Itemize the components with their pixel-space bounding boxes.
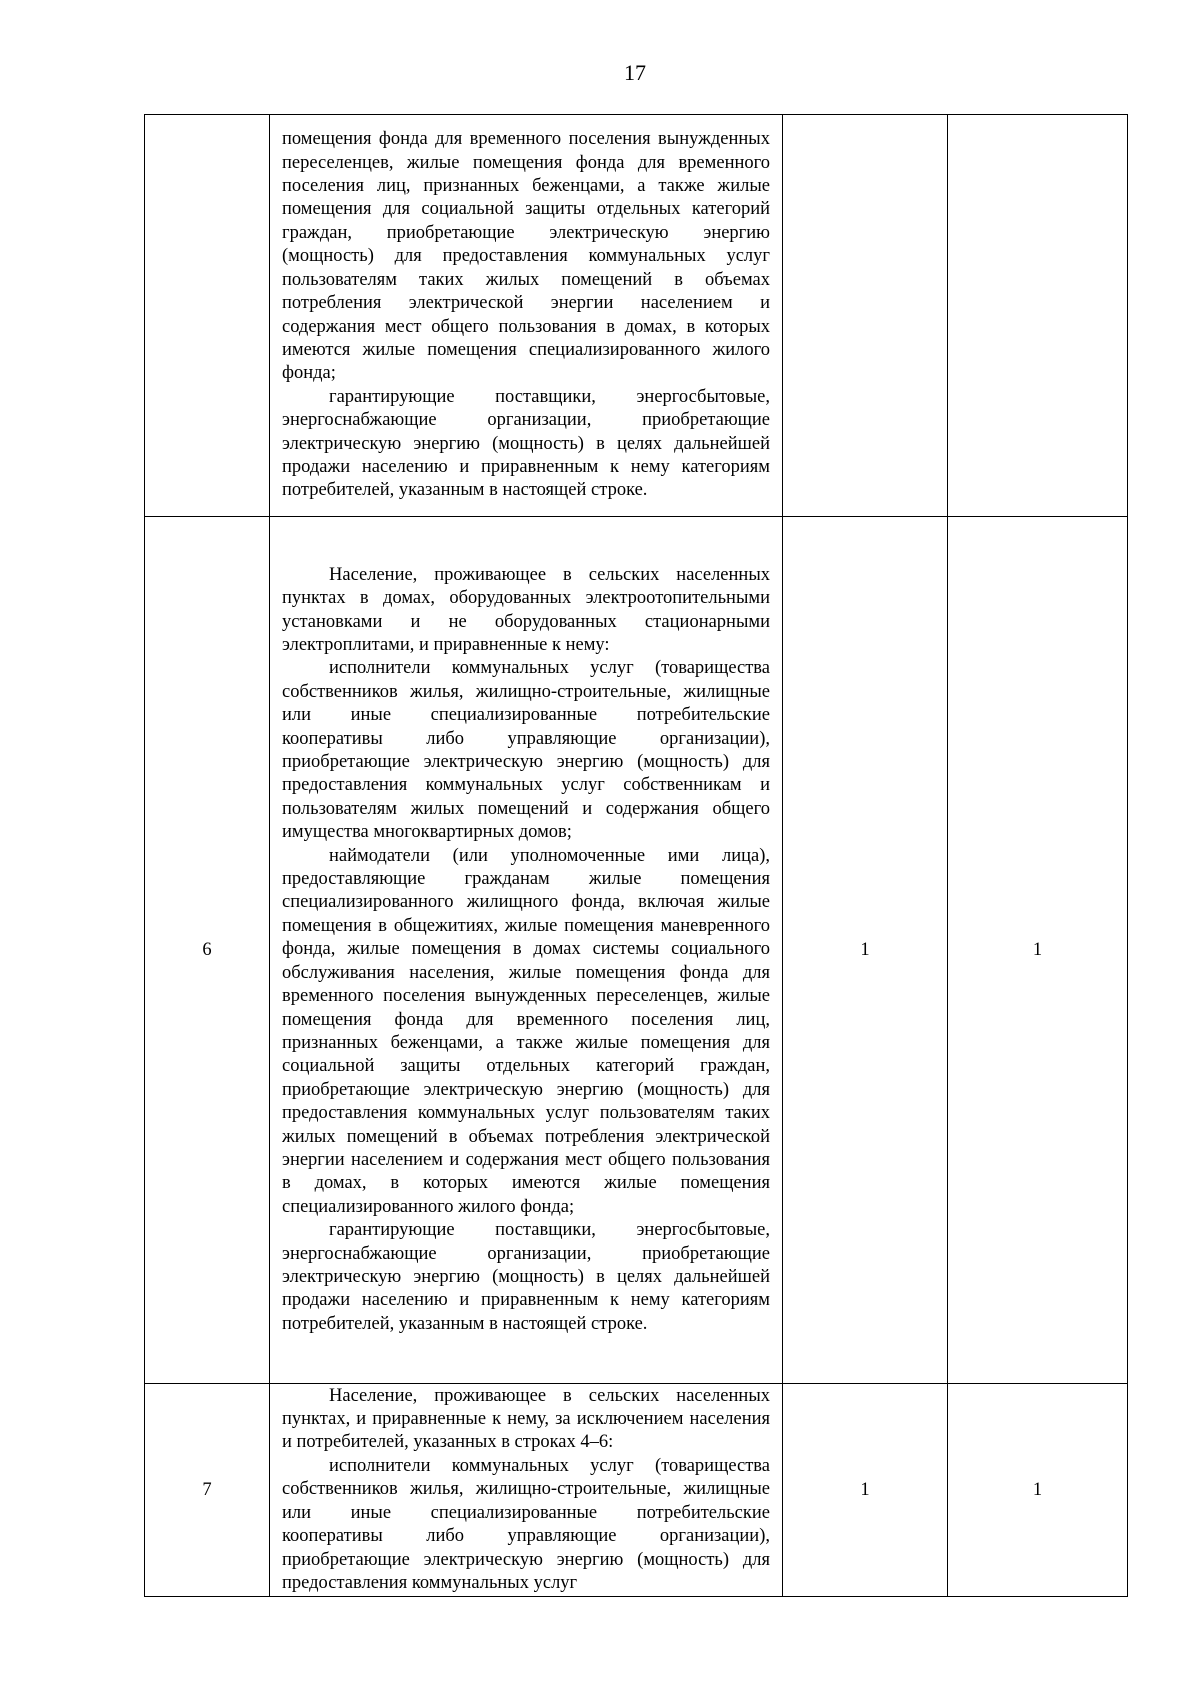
row-description-cell [270,115,783,517]
table-row [145,1384,1128,1597]
table-row [145,517,1128,1384]
value-cell: 1 [948,517,1128,1384]
row-number-cell: 7 [145,1384,270,1597]
tariff-table [144,114,1128,1597]
paragraph: помещения фонда для временного поселения вынужденных переселенцев, жилые помещения фонда для временного поселения лиц, признанных беженцами, а также жилые помещения для социальной защиты отдельных категорий граждан, приобретающие электрическую энергию (мощность) для предоставления коммунальных услуг пользователям таких жилых помещений в объемах потребления электрической энергии населением и содержания мест общего пользования в домах, в которых имеются жилые помещения специализированного жилого фонда; [282,129,770,384]
page-number: 17 [624,60,646,85]
table-row [145,115,1128,517]
row-number-cell [145,115,270,517]
value-cell [948,115,1128,517]
paragraph: наймодатели (или уполномоченные ими лица), предоставляющие гражданам жилые помещения специализированного жилищного фонда, включая жилые помещения в общежитиях, жилые помещения маневренного фонда, жилые помещения в домах системы социального обслуживания населения, жилые помещения фонда для временного поселения вынужденных переселенцев, жилые помещения фонда для временного поселения лиц, признанных беженцами, а также жилые помещения для социальной защиты отдельных категорий граждан, приобретающие электрическую энергию (мощность) для предоставления коммунальных услуг пользователям таких жилых помещений в объемах потребления электрической энергии населением и содержания мест общего пользования в домах, в которых имеются жилые помещения специализированного жилого фонда; [282,845,770,1217]
row-description-cell [270,517,783,1384]
value-cell: 1 [948,1384,1128,1597]
value-cell: 1 [783,517,948,1384]
row-description-cell [270,1384,783,1597]
paragraph: гарантирующие поставщики, энергосбытовые, энергоснабжающие организации, приобретающие электрическую энергию (мощность) в целях дальнейшей продажи населению и приравненным к нему категориям потребителей, указанным в настоящей строке. [282,1220,770,1334]
paragraph: Население, проживающее в сельских населенных пунктах в домах, оборудованных электроотопительными установками и не оборудованных стационарными электроплитами, и приравненные к нему: [282,564,770,656]
paragraph: Население, проживающее в сельских населенных пунктах, и приравненные к нему, за исключением населения и потребителей, указанных в строках 4–6: [282,1385,770,1453]
row-number-cell: 6 [145,517,270,1384]
paragraph: исполнители коммунальных услуг (товарищества собственников жилья, жилищно-строительные, жилищные или иные специализированные потребительские кооперативы либо управляющие организации), приобретающие электрическую энергию (мощность) для предоставления коммунальных услуг [282,1455,770,1593]
paragraph: исполнители коммунальных услуг (товарищества собственников жилья, жилищно-строительные, жилищные или иные специализированные потребительские кооперативы либо управляющие организации), приобретающие электрическую энергию (мощность) для предоставления коммунальных услуг собственникам и пользователям жилых помещений и содержания общего имущества многоквартирных домов; [282,658,770,843]
value-cell [783,115,948,517]
value-cell: 1 [783,1384,948,1597]
paragraph: гарантирующие поставщики, энергосбытовые, энергоснабжающие организации, приобретающие электрическую энергию (мощность) в целях дальнейшей продажи населению и приравненным к нему категориям потребителей, указанным в настоящей строке. [282,386,770,501]
